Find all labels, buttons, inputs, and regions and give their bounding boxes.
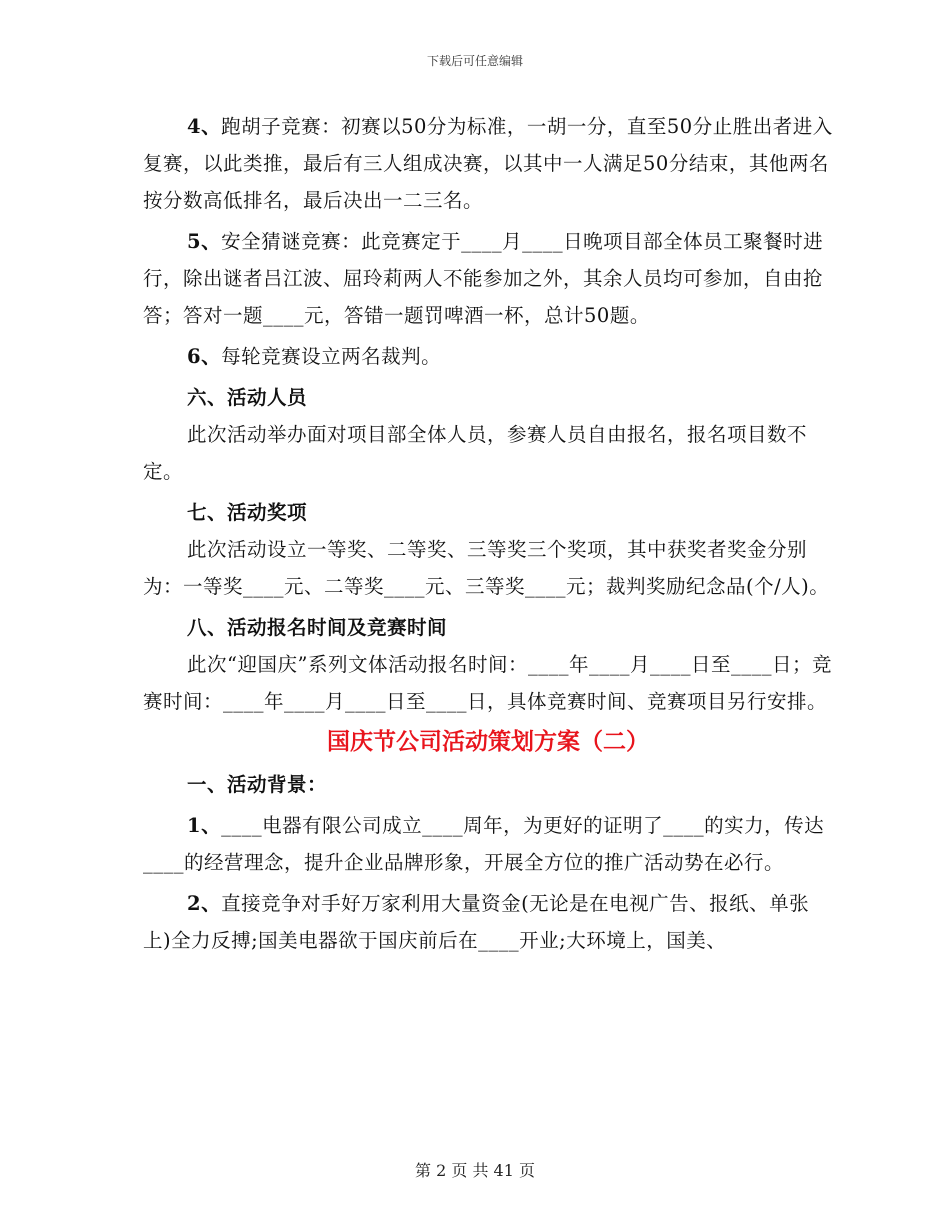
background-item-2: 2、直接竞争对手好万家利用大量资金(无论是在电视广告、报纸、单张上)全力反搏;国美电器欲于国庆前后在____开业;大环境上，国美、 <box>143 892 810 952</box>
section-heading-personnel: 六、活动人员 <box>187 386 308 409</box>
background-item-1: 1、____电器有限公司成立____周年，为更好的证明了____的实力，传达____的经营理念，提升企业品牌形象，开展全方位的推广活动势在必行。 <box>143 814 825 874</box>
section-heading-schedule: 八、活动报名时间及竞赛时间 <box>187 616 448 639</box>
page-header: 下载后可任意编辑 <box>426 54 523 68</box>
section-body-awards: 此次活动设立一等奖、二等奖、三等奖三个奖项，其中获奖者奖金分别为：一等奖____元、二等奖____元、三等奖____元；裁判奖励纪念品(个/人)。 <box>143 538 830 598</box>
list-item-4: 4、跑胡子竞赛：初赛以50分为标准，一胡一分，直至50分止胜出者进入复赛，以此类推，最后有三人组成决赛，以其中一人满足50分结束，其他两名按分数高低排名，最后决出一二三名。 <box>143 115 833 212</box>
list-item-5: 5、安全猜谜竞赛：此竞赛定于____月____日晚项目部全体员工聚餐时进行，除出谜者吕江波、屈玲莉两人不能参加之外，其余人员均可参加，自由抢答；答对一题____元，答错一题罚啤酒一杯，总计50题。 <box>143 230 824 327</box>
section-heading-background: 一、活动背景： <box>187 773 328 796</box>
list-item-6: 6、每轮竞赛设立两名裁判。 <box>187 345 442 368</box>
section-body-schedule: 此次“迎国庆”系列文体活动报名时间：____年____月____日至____日；竞赛时间：____年____月____日至____日，具体竞赛时间、竞赛项目另行安排。 <box>143 653 832 713</box>
section-body-personnel: 此次活动举办面对项目部全体人员，参赛人员自由报名，报名项目数不定。 <box>143 423 808 483</box>
document-body <box>143 108 833 959</box>
section-heading-awards: 七、活动奖项 <box>187 501 308 524</box>
page-number: 第 2 页 共 41 页 <box>415 1161 535 1180</box>
document-title: 国庆节公司活动策划方案（二） <box>327 729 649 755</box>
